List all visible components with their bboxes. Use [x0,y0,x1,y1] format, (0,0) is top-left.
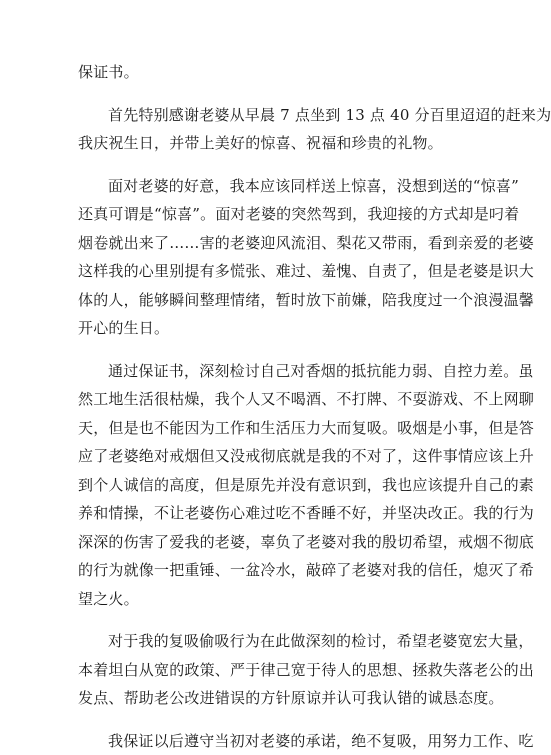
paragraph-gap [78,613,432,627]
paragraph [78,101,432,158]
paragraph-line: 对于我的复吸偷吸行为在此做深刻的检讨，希望老婆宽宏大量， [78,627,432,656]
paragraph-line: 面对老婆的好意，我本应该同样送上惊喜，没想到送的“惊喜” [78,172,432,201]
paragraph-line: 天，但是也不能因为工作和生活压力大而复吸。吸烟是小事，但是答 [78,414,432,443]
paragraph-line: 深深的伤害了爱我的老婆，辜负了老婆对我的殷切希望，戒烟不彻底 [78,528,432,557]
paragraph-line: 我庆祝生日，并带上美好的惊喜、祝福和珍贵的礼物。 [78,129,432,158]
paragraph-line: 保证书。 [78,58,432,87]
paragraph-line: 这样我的心里别提有多慌张、难过、羞愧、自责了，但是老婆是识大 [78,257,432,286]
paragraph-line: 体的人，能够瞬间整理情绪，暂时放下前嫌，陪我度过一个浪漫温馨 [78,286,432,315]
document-page [78,58,432,755]
paragraph-line: 发点、帮助老公改进错误的方针原谅并认可我认错的诚恳态度。 [78,684,432,713]
paragraph-line: 应了老婆绝对戒烟但又没戒彻底就是我的不对了，这件事情应该上升 [78,442,432,471]
paragraph-line: 望之火。 [78,585,432,614]
paragraph-line: 我保证以后遵守当初对老婆的承诺，绝不复吸，用努力工作、吃 [78,727,432,755]
paragraph-line: 烟卷就出来了……害的老婆迎风流泪、梨花又带雨，看到亲爱的老婆 [78,229,432,258]
paragraph-line: 通过保证书，深刻检讨自己对香烟的抵抗能力弱、自控力差。虽 [78,357,432,386]
paragraph-line: 本着坦白从宽的政策、严于律己宽于待人的思想、拯救失落老公的出 [78,656,432,685]
paragraph [78,627,432,713]
paragraph-gap [78,343,432,357]
paragraph-line: 到个人诚信的高度，但是原先并没有意识到，我也应该提升自己的素 [78,471,432,500]
paragraph-line: 首先特别感谢老婆从早晨 7 点坐到 13 点 40 分百里迢迢的赶来为 [78,101,432,130]
paragraph [78,727,432,755]
paragraph [78,172,432,343]
paragraph-line: 的行为就像一把重锤、一盆冷水，敲碎了老婆对我的信任，熄灭了希 [78,556,432,585]
paragraph-line: 然工地生活很枯燥，我个人又不喝酒、不打牌、不耍游戏、不上网聊 [78,385,432,414]
paragraph-line: 养和情操，不让老婆伤心难过吃不香睡不好，并坚决改正。我的行为 [78,499,432,528]
paragraph-line: 还真可谓是“惊喜”。面对老婆的突然驾到，我迎接的方式却是叼着 [78,200,432,229]
paragraph-gap [78,158,432,172]
paragraph [78,58,432,87]
paragraph-gap [78,87,432,101]
paragraph [78,357,432,614]
paragraph-line: 开心的生日。 [78,314,432,343]
paragraph-gap [78,713,432,727]
